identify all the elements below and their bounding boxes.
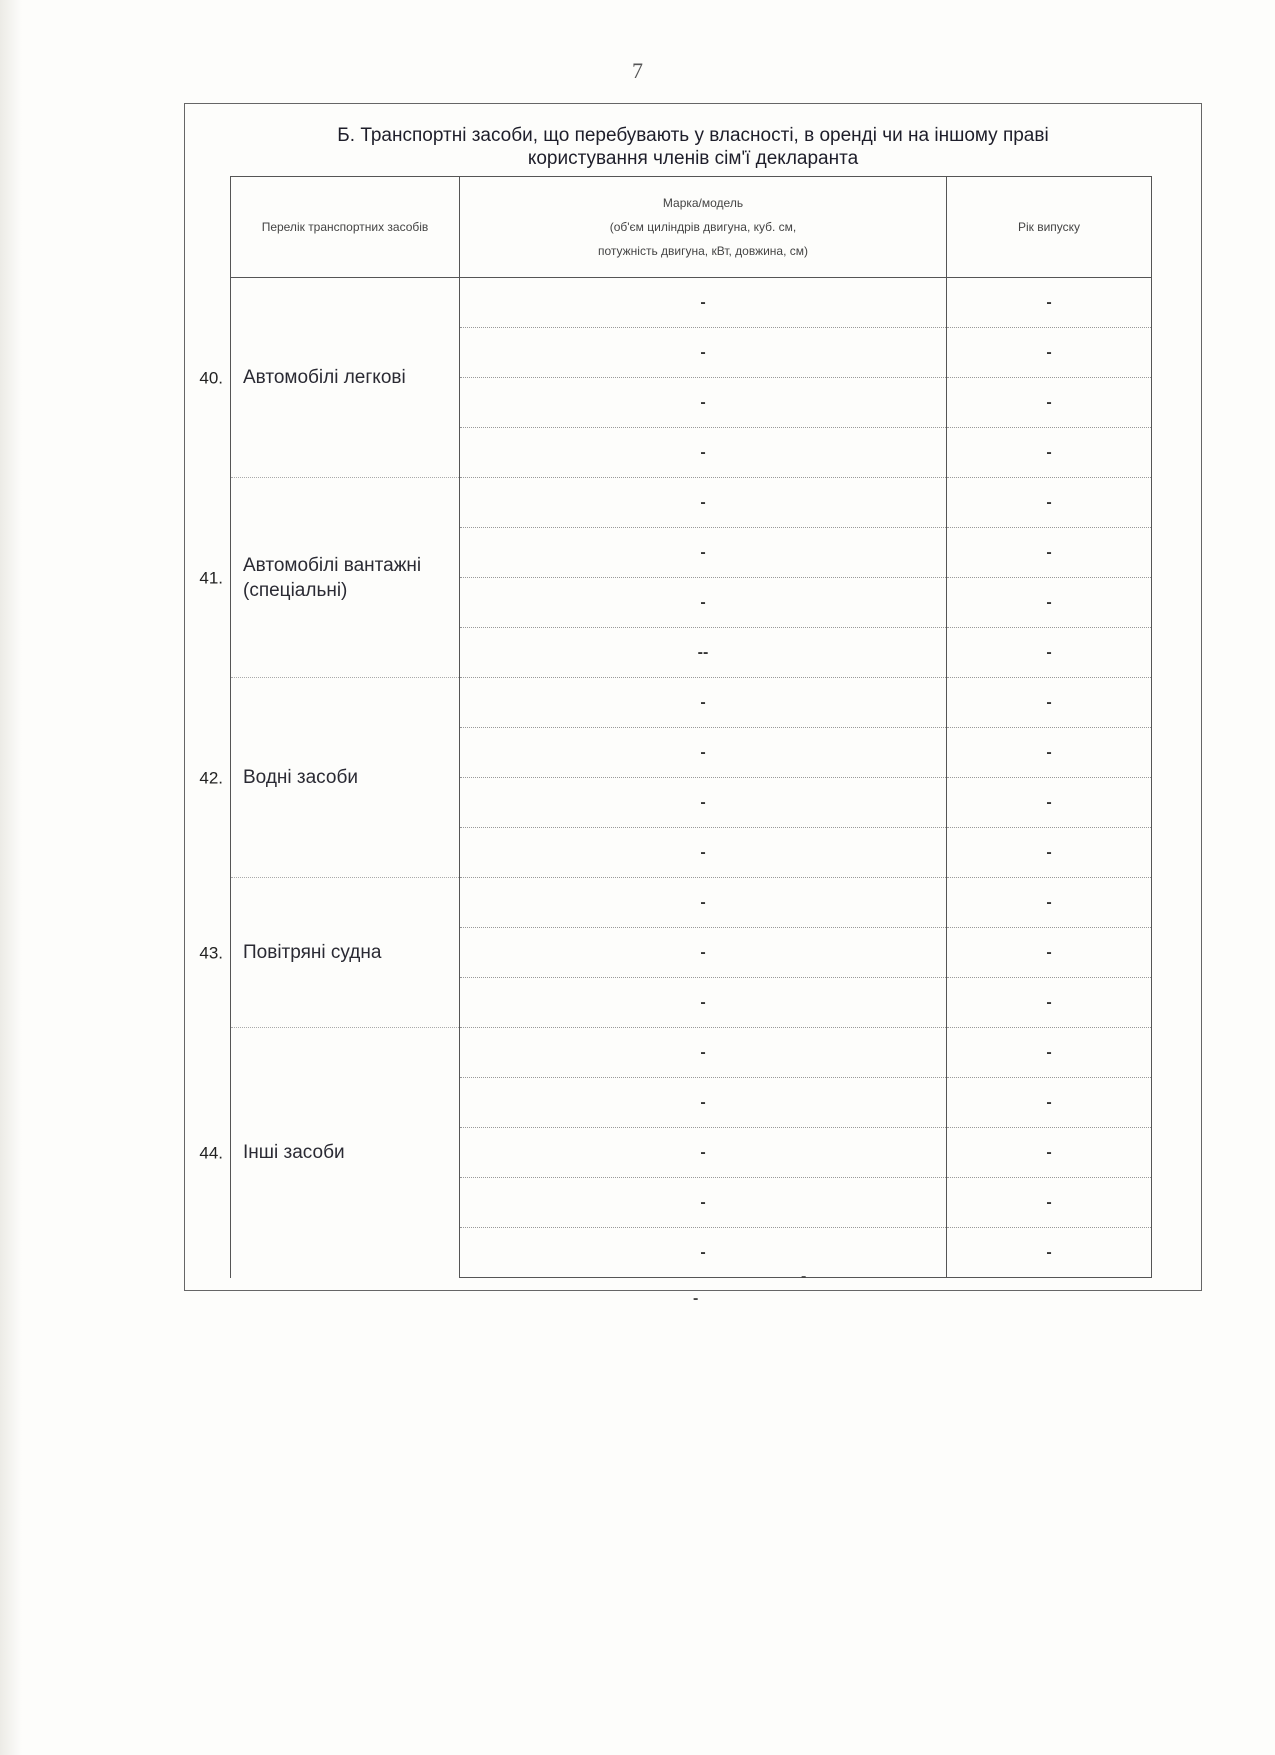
category-number: 41.: [199, 568, 223, 587]
model-cell: -: [460, 478, 947, 528]
scan-shadow-edge: [0, 0, 22, 1755]
vehicle-category-cell: [199, 678, 460, 878]
category-label: (спеціальні): [243, 579, 348, 601]
model-cell: -: [460, 578, 947, 628]
category-number: 43.: [199, 943, 223, 962]
model-cell: -: [460, 528, 947, 578]
model-cell: -: [460, 978, 947, 1028]
table-row: [231, 1028, 1152, 1078]
year-cell: -: [947, 1228, 1152, 1278]
year-cell: -: [947, 928, 1152, 978]
model-cell: -: [460, 1178, 947, 1228]
year-cell: -: [947, 728, 1152, 778]
model-cell: -: [460, 1128, 947, 1178]
header-vehicle-list: Перелік транспортних засобів: [231, 177, 460, 278]
vehicle-category-cell: [199, 1028, 460, 1278]
year-cell: -: [947, 878, 1152, 928]
vehicle-category-cell: [199, 878, 460, 1028]
header-year: Рік випуску: [947, 177, 1152, 278]
table-row: [231, 678, 1152, 728]
model-cell: -: [460, 728, 947, 778]
table-row: [231, 878, 1152, 928]
category-number: 42.: [199, 768, 223, 787]
model-cell: -: [460, 678, 947, 728]
model-cell: -: [460, 1228, 947, 1278]
category-number: 40.: [199, 368, 223, 387]
header-make-model: [460, 177, 947, 278]
stray-dash-mark: -: [801, 1268, 807, 1285]
year-cell: -: [947, 1028, 1152, 1078]
year-cell: -: [947, 628, 1152, 678]
table-header-row: [231, 177, 1152, 278]
header-model-line-1: Марка/модель: [662, 196, 744, 210]
category-label: Автомобілі легкові: [243, 367, 406, 388]
vehicle-category-cell: [199, 478, 460, 678]
model-cell: --: [460, 628, 947, 678]
year-cell: -: [947, 428, 1152, 478]
model-cell: -: [460, 928, 947, 978]
header-model-line-2: (об'єм циліндрів двигуна, куб. см,: [609, 220, 797, 234]
model-cell: -: [460, 328, 947, 378]
section-title: [184, 124, 1202, 170]
stray-dash-mark: -: [693, 1290, 699, 1307]
model-cell: -: [460, 278, 947, 328]
model-cell: -: [460, 1078, 947, 1128]
category-label: Повітряні судна: [243, 942, 382, 963]
year-cell: -: [947, 778, 1152, 828]
category-label: Інші засоби: [243, 1142, 345, 1164]
year-cell: -: [947, 1128, 1152, 1178]
year-cell: -: [947, 328, 1152, 378]
category-number: 44.: [199, 1143, 223, 1163]
year-cell: -: [947, 478, 1152, 528]
table-body: [199, 278, 1152, 1278]
table-row: [231, 278, 1152, 328]
model-cell: -: [460, 378, 947, 428]
year-cell: -: [947, 278, 1152, 328]
category-label: Водні засоби: [243, 767, 358, 788]
table-row: [231, 478, 1152, 528]
category-label: Автомобілі вантажні: [243, 554, 422, 576]
vehicles-table: [199, 176, 1152, 1278]
year-cell: -: [947, 378, 1152, 428]
year-cell: -: [947, 678, 1152, 728]
year-cell: -: [947, 578, 1152, 628]
model-cell: -: [460, 878, 947, 928]
page-number: 7: [632, 58, 643, 83]
model-cell: -: [460, 1028, 947, 1078]
year-cell: -: [947, 528, 1152, 578]
model-cell: -: [460, 828, 947, 878]
model-cell: -: [460, 428, 947, 478]
year-cell: -: [947, 1178, 1152, 1228]
section-title-line-2: користування членів сім'ї декларанта: [527, 148, 859, 169]
year-cell: -: [947, 828, 1152, 878]
vehicle-category-cell: [199, 278, 460, 478]
year-cell: -: [947, 978, 1152, 1028]
model-cell: -: [460, 778, 947, 828]
header-model-line-3: потужність двигуна, кВт, довжина, см): [597, 244, 809, 258]
section-title-line-1: Б. Транспортні засоби, що перебувають у власності, в оренді чи на іншому праві: [337, 125, 1049, 146]
year-cell: -: [947, 1078, 1152, 1128]
